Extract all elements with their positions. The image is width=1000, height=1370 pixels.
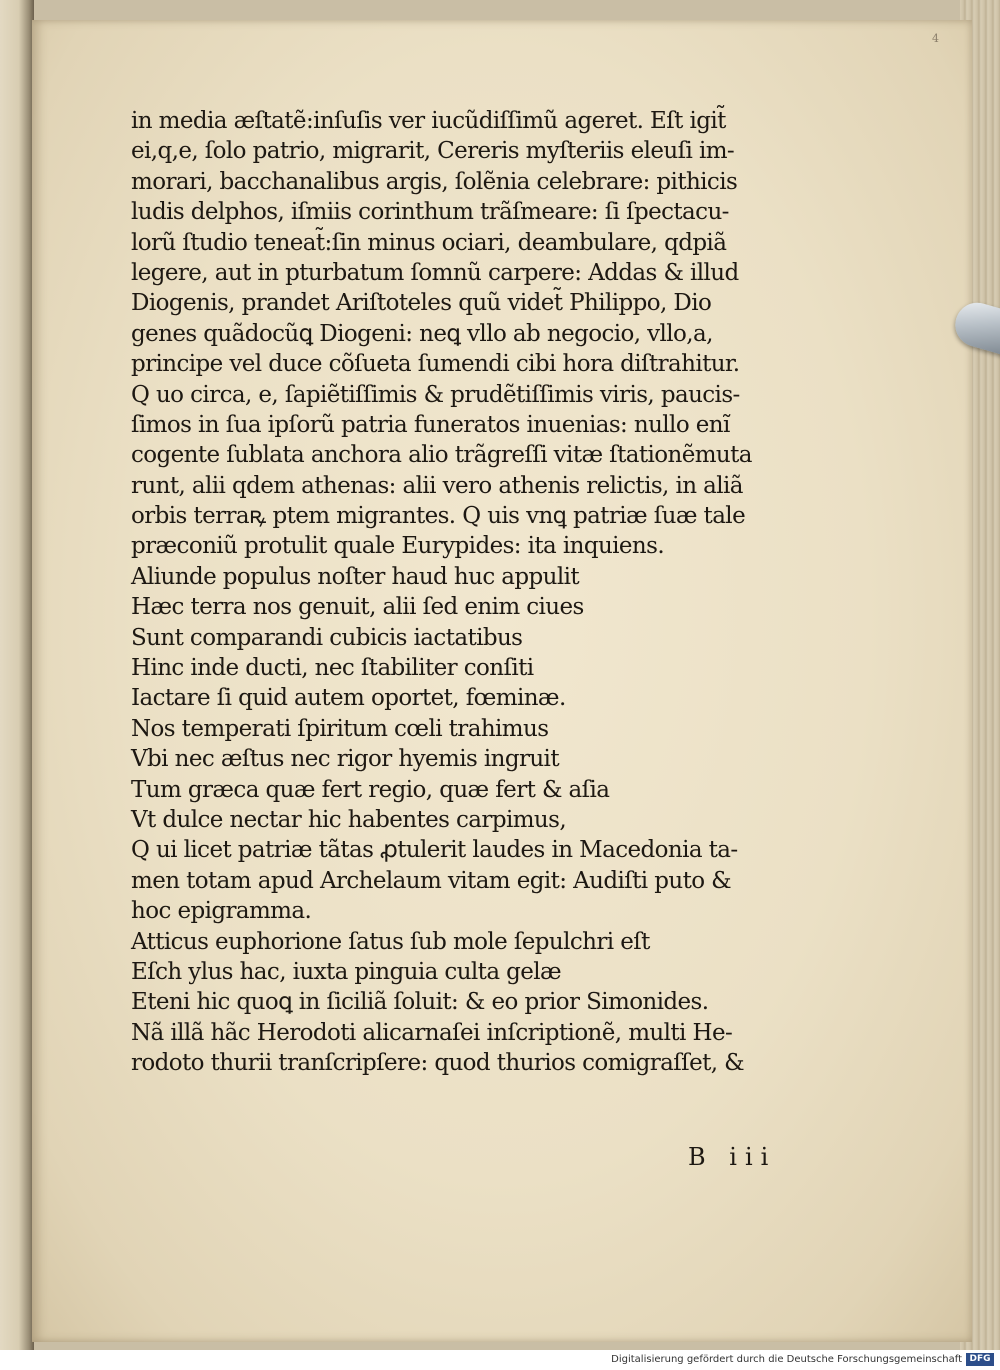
text-line: rodoto thurii tranſcripſere: quod thurios comigraſſet, & <box>131 1050 745 1077</box>
text-line: genes quãdocũꝗ Diogeni: neꝗ vllo ab negocio, vllo,a, <box>131 320 713 347</box>
text-line: Vt dulce nectar hic habentes carpimus, <box>131 806 567 833</box>
text-line: Sunt comparandi cubicis iactatibus <box>131 624 523 651</box>
binding-gutter <box>0 0 34 1350</box>
text-line: in media æſtatẽ:inſuſis ver iucũdiſſimũ ageret. Eſt igit̃ <box>131 108 726 134</box>
text-line: hoc epigramma. <box>131 898 312 925</box>
text-line: morari, bacchanalibus argis, ſolẽnia celebrare: pithicis <box>131 168 738 195</box>
text-line: principe vel duce cõſueta ſumendi cibi hora diſtrahitur. <box>131 351 740 378</box>
text-line: Eteni hic quoꝗ in ſiciliã ſoluit: & eo prior Simonides. <box>131 989 709 1016</box>
text-line: ludis delphos, iſmiis corinthum trãſmeare: ſi ſpectacu- <box>131 199 729 226</box>
text-line: Q uo circa, e, ſapiẽtiſſimis & prudẽtiſſimis viris, paucis- <box>131 381 740 408</box>
text-line: Hæc terra nos genuit, alii ſed enim ciues <box>131 594 584 621</box>
text-line: Nã illã hãc Herodoti alicarnaſei inſcriptionẽ, multi He- <box>131 1019 733 1046</box>
text-line: Q ui licet patriæ tãtas ꝓtulerit laudes in Macedonia ta- <box>131 837 738 864</box>
text-line: Atticus euphorione ſatus ſub mole ſepulchri eſt <box>131 928 650 955</box>
text-line: ſimos in ſua ipſorũ patria funeratos inuenias: nullo enĩ <box>131 411 730 438</box>
text-line: lorũ ſtudio teneat̃:ſin minus ociari, deambulare, qdpiã <box>131 229 727 256</box>
text-line: Nos temperati ſpiritum cœli trahimus <box>131 715 549 742</box>
text-line: Aliunde populus noſter haud huc appulit <box>131 563 580 590</box>
text-line: orbis terraꝶ ptem migrantes. Q uis vnꝗ patriæ ſuæ tale <box>131 503 746 530</box>
text-line: Tum græca quæ fert regio, quæ fert & aſia <box>131 776 610 803</box>
folio-pencil-mark: 4 <box>932 32 939 45</box>
text-line: ei,q,e, ſolo patrio, migrarit, Cereris myſteriis eleuſi im- <box>131 138 735 165</box>
text-line: runt, alii qdem athenas: alii vero athenis relictis, in aliã <box>131 472 743 499</box>
text-line: Iactare ſi quid autem oportet, fœminæ. <box>131 685 566 712</box>
text-line: præconiũ protulit quale Eurypides: ita inquiens. <box>131 533 665 560</box>
text-line: Diogenis, prandet Ariſtoteles quũ videt̃ Philippo, Dio <box>131 290 712 317</box>
body-text <box>131 106 821 1079</box>
dfg-logo: DFG <box>966 1353 994 1366</box>
signature-mark: B iii <box>688 1143 777 1171</box>
text-line: Eſch ylus hac, iuxta pinguia culta gelæ <box>131 958 562 985</box>
text-line: men totam apud Archelaum vitam egit: Audiſti puto & <box>131 867 732 894</box>
funding-credit: Digitalisierung gefördert durch die Deutsche Forschungsgemeinschaft <box>611 1354 962 1365</box>
text-line: Vbi nec æſtus nec rigor hyemis ingruit <box>131 746 559 773</box>
text-line: Hinc inde ducti, nec ſtabiliter conſiti <box>131 655 534 682</box>
text-line: cogente ſublata anchora alio trãgreſſi vitæ ſtationẽmuta <box>131 442 752 469</box>
text-line: legere, aut in pturbatum ſomnũ carpere: Addas & illud <box>131 259 739 286</box>
